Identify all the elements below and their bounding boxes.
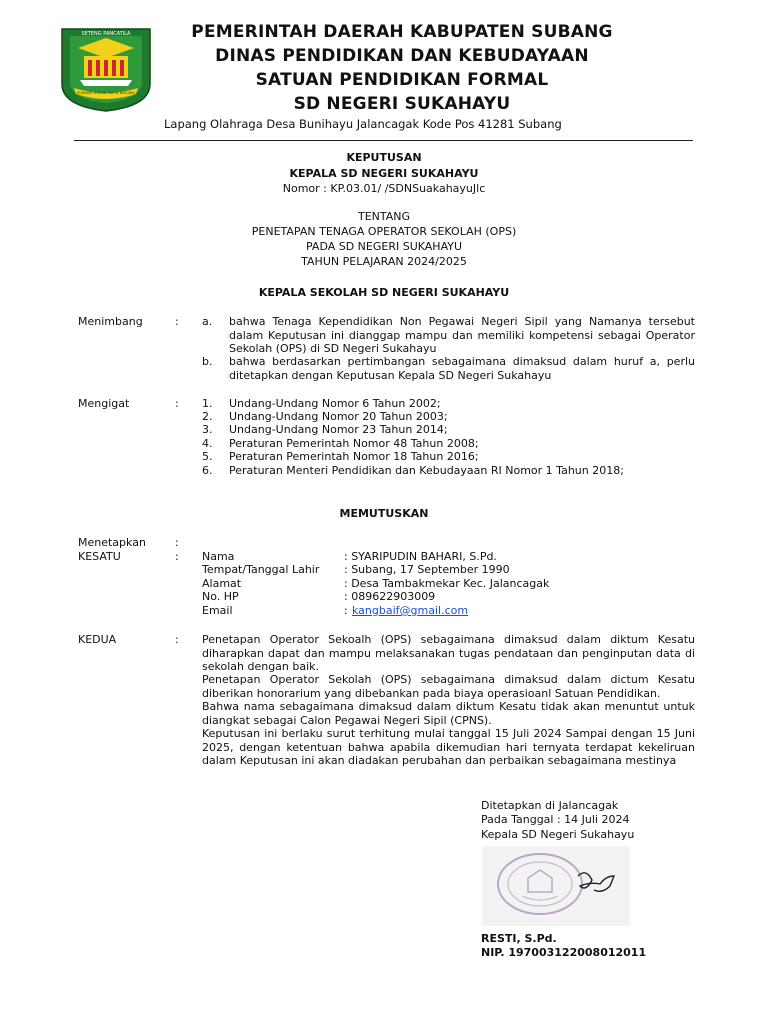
issuer-heading: KEPALA SEKOLAH SD NEGERI SUKAHAYU bbox=[258, 286, 510, 299]
field-value: : SYARIPUDIN BAHARI, S.Pd. bbox=[344, 550, 497, 563]
kedua-paragraph: Penetapan Operator Sekolah (OPS) sebagaimana dimaksud dalam dictum Kesatu diberikan honorarium yang dibebankan pada biaya operasioanl Satuan Pendidikan. bbox=[202, 673, 695, 700]
list-marker: 4. bbox=[202, 437, 213, 450]
field-key: No. HP bbox=[202, 590, 239, 603]
kedua-label: KEDUA bbox=[78, 633, 117, 646]
stamp-signature-image bbox=[482, 846, 630, 926]
handwritten-signature-icon bbox=[578, 873, 614, 892]
kesatu-colon: : bbox=[175, 550, 179, 563]
menimbang-item: bahwa berdasarkan pertimbangan sebagaimana dimaksud dalam huruf a, perlu ditetapkan dengan Keputusan Kepala SD Negeri Sukahayu bbox=[229, 355, 695, 382]
list-item: Peraturan Menteri Pendidikan dan Kebudayaan RI Nomor 1 Tahun 2018; bbox=[229, 464, 624, 477]
menetapkan-colon: : bbox=[175, 536, 179, 549]
mengingat-colon: : bbox=[175, 397, 179, 410]
kedua-paragraph: Penetapan Operator Sekoalh (OPS) sebagaimana dimaksud dalam diktum Kesatu diharapkan dapat dan mampu melaksanakan tugas pendataan dan penginputan data di sekolah dengan baik. bbox=[202, 633, 695, 673]
header-line-3: SATUAN PENDIDIKAN FORMAL bbox=[255, 70, 549, 90]
field-key: Nama bbox=[202, 550, 235, 563]
list-marker: 5. bbox=[202, 450, 213, 463]
sign-date: Pada Tanggal : 14 Juli 2024 bbox=[481, 813, 630, 826]
list-marker: 1. bbox=[202, 397, 213, 410]
sign-role: Kepala SD Negeri Sukahayu bbox=[481, 828, 635, 841]
tentang-label: TENTANG bbox=[357, 210, 411, 223]
menimbang-colon: : bbox=[175, 315, 179, 328]
field-key: Alamat bbox=[202, 577, 242, 590]
subject-line-1: PENETAPAN TENAGA OPERATOR SEKOLAH (OPS) bbox=[251, 225, 517, 238]
field-value: : 089622903009 bbox=[344, 590, 436, 603]
list-item: Peraturan Pemerintah Nomor 48 Tahun 2008; bbox=[229, 437, 479, 450]
menimbang-marker: b. bbox=[202, 355, 213, 368]
logo-banner-bottom: SUBANG UTAMA SAFYA NAGARA bbox=[77, 91, 135, 95]
field-value: : Desa Tambakmekar Kec. Jalancagak bbox=[344, 577, 550, 590]
mengingat-label: Mengigat bbox=[78, 397, 130, 410]
field-value: : Subang, 17 September 1990 bbox=[344, 563, 510, 576]
kedua-paragraph: Keputusan ini berlaku surut terhitung mulai tanggal 15 Juli 2024 Sampai dengan 15 Juni 2025, dengan ketentuan bahwa apabila dikemudian hari ternyata terdapat kekeliruan dalam Keputusan ini akan diadakan perubahan dan perbaikan sebagaimana mestinya bbox=[202, 727, 695, 767]
kesatu-label: KESATU bbox=[78, 550, 121, 563]
school-stamp-icon bbox=[482, 846, 630, 926]
header-divider bbox=[74, 140, 693, 141]
subject-line-2: PADA SD NEGERI SUKAHAYU bbox=[305, 240, 463, 253]
decree-issuer-title: KEPALA SD NEGERI SUKAHAYU bbox=[289, 167, 479, 180]
field-value: : bbox=[344, 604, 348, 617]
header-line-1: PEMERINTAH DAERAH KABUPATEN SUBANG bbox=[191, 22, 613, 42]
menimbang-marker: a. bbox=[202, 315, 213, 328]
sign-place: Ditetapkan di Jalancagak bbox=[481, 799, 619, 812]
list-item: Peraturan Pemerintah Nomor 18 Tahun 2016; bbox=[229, 450, 479, 463]
decree-title: KEPUTUSAN bbox=[346, 151, 422, 164]
menetapkan-label: Menetapkan bbox=[78, 536, 146, 549]
school-address: Lapang Olahraga Desa Bunihayu Jalancagak Kode Pos 41281 Subang bbox=[164, 117, 562, 131]
list-item: Undang-Undang Nomor 20 Tahun 2003; bbox=[229, 410, 448, 423]
list-item: Undang-Undang Nomor 6 Tahun 2002; bbox=[229, 397, 441, 410]
header-line-2: DINAS PENDIDIKAN DAN KEBUDAYAAN bbox=[215, 46, 589, 66]
logo-banner-top: SETENG PANCATILA bbox=[81, 31, 131, 37]
signer-nip: NIP. 197003122008012011 bbox=[481, 946, 647, 959]
signer-name: RESTI, S.Pd. bbox=[481, 932, 557, 945]
header-line-4: SD NEGERI SUKAHAYU bbox=[293, 94, 511, 114]
field-key: Tempat/Tanggal Lahir bbox=[202, 563, 320, 576]
subject-line-3: TAHUN PELAJARAN 2024/2025 bbox=[301, 255, 467, 268]
list-marker: 3. bbox=[202, 423, 213, 436]
list-marker: 6. bbox=[202, 464, 213, 477]
email-link[interactable]: kangbaif@gmail.com bbox=[352, 604, 469, 617]
list-item: Undang-Undang Nomor 23 Tahun 2014; bbox=[229, 423, 448, 436]
decree-number: Nomor : KP.03.01/ /SDNSuakahayuJlc bbox=[282, 182, 486, 195]
memutuskan-heading: MEMUTUSKAN bbox=[339, 507, 429, 520]
kedua-paragraph: Bahwa nama sebagaimana dimaksud dalam diktum Kesatu tidak akan menuntut untuk diangkat sebagai Calon Pegawai Negeri Sipil (CPNS). bbox=[202, 700, 695, 727]
menimbang-label: Menimbang bbox=[78, 315, 143, 328]
menimbang-item: bahwa Tenaga Kependidikan Non Pegawai Negeri Sipil yang Namanya tersebut dalam Keputusan ini dianggap mampu dan memiliki kompetensi sebagai Operator Sekolah (OPS) di SD Negeri Sukahayu bbox=[229, 315, 695, 355]
field-key: Email bbox=[202, 604, 233, 617]
kedua-colon: : bbox=[175, 633, 179, 646]
list-marker: 2. bbox=[202, 410, 213, 423]
